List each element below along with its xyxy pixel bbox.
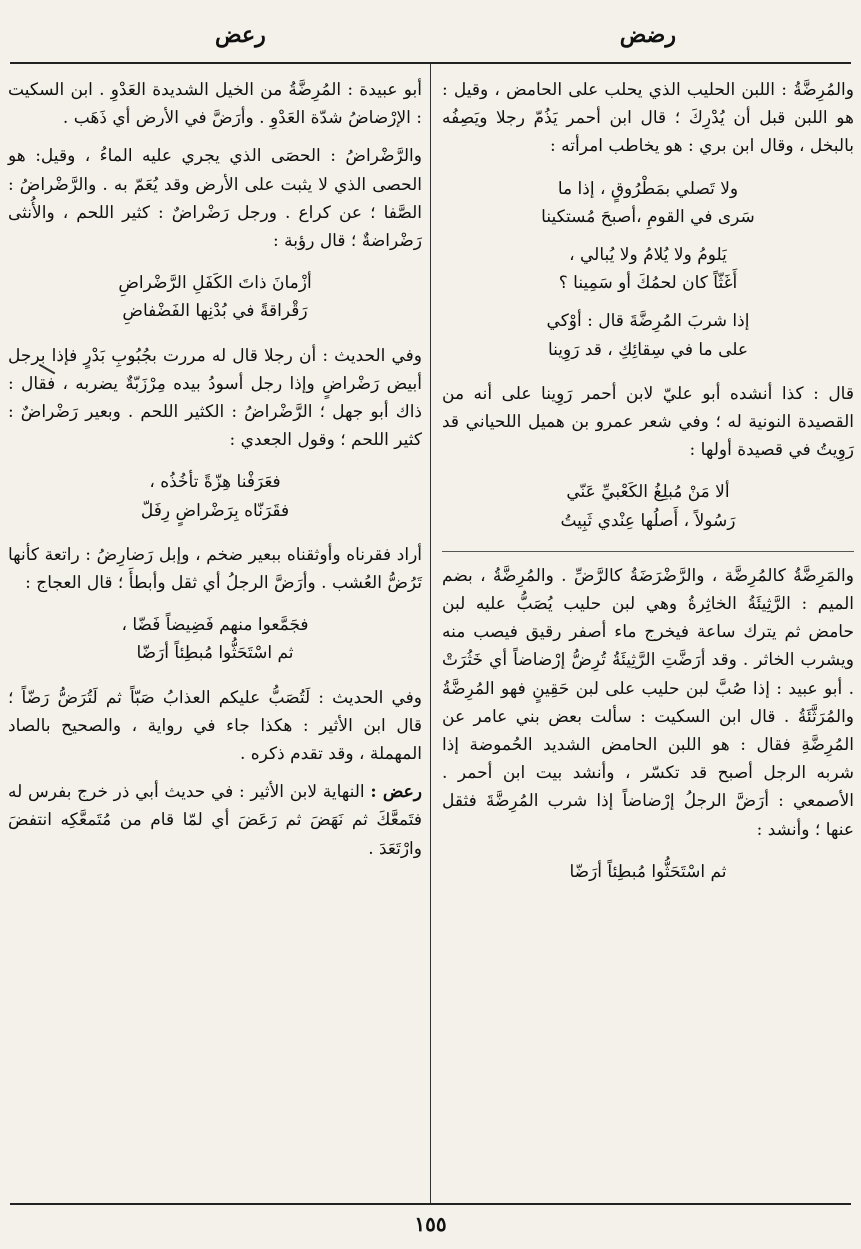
verse-line: ألا مَنْ مُبلِغُ الكَعْبيِّ عَنّي xyxy=(566,482,730,503)
entry-paragraph: والمَرِضَّةُ كالمُرِضَّة ، والرَّضْرَضَةُ كالرَّضِّ . والمُرِضَّةُ ، بضم الميم : الرَّثِيئَةُ الخاثِرةُ وهي لبن حليب يُصَبُّ عليه لبن حامض ثم يترك ساعة فيخرج ماء أصفر رقيق فيصب منه ويشرب الخاثر . وقد أرَضَّتِ الرَّثِيئَةُ تُرِضُّ إرْضاضاً أي خَثُرَتْ . أبو عبيد : إذا صُبَّ لبن حليب على لبن حَقِينٍ فهو المُرِضَّةُ والمُرَثَّئَةُ . قال ابن السكيت : سألت بعض بني عامر عن المُرِضَّةِ فقال : هو اللبن الحامض الشديد الحُموضة إذا شربه الرجل أصبح قد تكسّر ، وأنشد بيت ابن أحمر . الأصمعي : أرَضَّ الرجلُ إرْضاضاً إذا شرب المُرِضَّةَ فثقل عنها ؛ وأنشد : xyxy=(442,565,854,840)
verse-line: أَغَثّاً كان لحمُكَ أو سَمِينا ؟ xyxy=(558,273,738,294)
entry-paragraph xyxy=(8,778,422,863)
verse-line: أزْمانَ ذاتَ الكَفَلِ الرَّضْراضِ xyxy=(118,273,312,294)
entry-paragraph: والمُرِضَّةُ : اللبن الحليب الذي يحلب على الحامض ، وقيل : هو اللبن قبل أن يُدْرِكَ ؛ قال ابن أحمر يَذُمّ رجلا ويَصِفُه بالبخل ، وقال ابن بري : هو يخاطب امرأته : xyxy=(442,80,854,157)
verse-block xyxy=(442,478,854,534)
entry-lemma: رعض : xyxy=(370,782,422,803)
verse-line: إذا شربَ المُرِضَّةَ قال : أوْكي xyxy=(546,311,750,332)
left-column xyxy=(8,76,422,863)
entry-text: النهاية لابن الأثير : في حديث أبي ذر خرج بفرس له فتَمعَّكَ ثم نَهَضَ ثم رَعَضَ أي لمّا قام من مُتَمعَّكِه انتفضَ وارْتَعَدَ . xyxy=(8,782,422,859)
section-separator xyxy=(442,551,854,552)
column-divider xyxy=(430,64,431,1203)
verse-line: سَرى في القومِ ،أصبحَ مُستكينا xyxy=(541,206,755,227)
verse-block xyxy=(8,468,422,524)
entry-paragraph: وفي الحديث : لَتُصَبُّ عليكم العذابُ صَبّاً ثم لَتُرَضُّ رَضّاً ؛ قال ابن الأثير : هكذا جاء في رواية ، والصحيح بالصاد المهملة ، وقد تقدم ذكره . xyxy=(8,687,422,765)
page-number: ١٥٥ xyxy=(414,1212,447,1236)
verse-line: ثم اسْتَحَثُّوا مُبطِئاً أرَضّا xyxy=(136,643,294,664)
verse-line: فجَمَّعوا منهم فَضِيضاً فَضّا ، xyxy=(121,615,309,636)
right-column xyxy=(442,76,854,902)
verse-block xyxy=(442,858,854,886)
entry-paragraph: والرَّضْراضُ : الحصَى الذي يجري عليه الماءُ ، وقيل: هو الحصى الذي لا يثبت على الأرض وقد يُعَمّ به . والرَّضْراضُ : الصَّفا ؛ عن كراع . ورجل رَضْراضٌ : كثير اللحم ، والأُنثى رَضْراضةٌ ؛ قال رؤبة : xyxy=(8,146,422,252)
entry-paragraph: قال : كذا أنشده أبو عليّ لابن أحمر رَوِينا على أنه من القصيدة النونية له ؛ وفي شعر عمرو بن هميل اللحياني قد رَوِيتُ في قصيدة أولها : xyxy=(442,383,854,461)
footer-rule xyxy=(10,1203,851,1205)
entry-paragraph: أبو عبيدة : المُرِضَّةُ من الخيل الشديدة العَدْوِ . ابن السكيت : الإرْضاضُ شدّة العَدْوِ . وأرَضَّ في الأرض أي ذَهَب . xyxy=(8,80,422,129)
verse-line: ولا تَصلي بمَطْرُوقٍ ، إذا ما xyxy=(557,178,739,199)
verse-block xyxy=(442,175,854,364)
verse-block xyxy=(8,611,422,667)
running-header-left: رعض xyxy=(215,22,266,48)
verse-line: فعَرَفْنا هِزّةً تأخُذُه ، xyxy=(149,472,281,493)
verse-line: رَقْراقةً في بُدْنِها الفَضْفاضِ xyxy=(122,301,308,322)
verse-line: فقَرَنّاه بِرَضْراضٍ رِفَلّ xyxy=(140,500,290,521)
verse-line: رَسُولاً ، أَصلُها عِنْدي ثَبِيتُ xyxy=(560,510,736,531)
running-header-right: رضض xyxy=(619,22,676,48)
verse-line: على ما في سِقائِكِ ، قد رَوِينا xyxy=(547,339,749,360)
entry-paragraph: وفي الحديث : أن رجلا قال له مررت بجُبُوبِ بَدْرٍ فإذا برجل أبيض رَضْراضٍ وإذا رجل أسودُ بيده مِرْزَبّةٌ يضربه ، فقال : ذاك أبو جهل ؛ الرَّضْراضُ : الكثير اللحم . وبعير رَضْراضٌ : كثير اللحم ؛ وقول الجعدي : xyxy=(8,345,422,451)
entry-paragraph: أراد فقرناه وأوثقناه ببعير ضخم ، وإبل رَضارِضُ : راتعة كأنها تَرُضُّ العُشب . وأرَضَّ الرجلُ أي ثقل وأبطأَ ؛ قال العجاج : xyxy=(8,544,422,594)
verse-line: ثم اسْتَحَثُّوا مُبطِئاً أرَضّا xyxy=(569,861,727,882)
verse-block xyxy=(8,269,422,325)
verse-line: يَلومُ ولا يُلامُ ولا يُبالي ، xyxy=(569,245,727,266)
